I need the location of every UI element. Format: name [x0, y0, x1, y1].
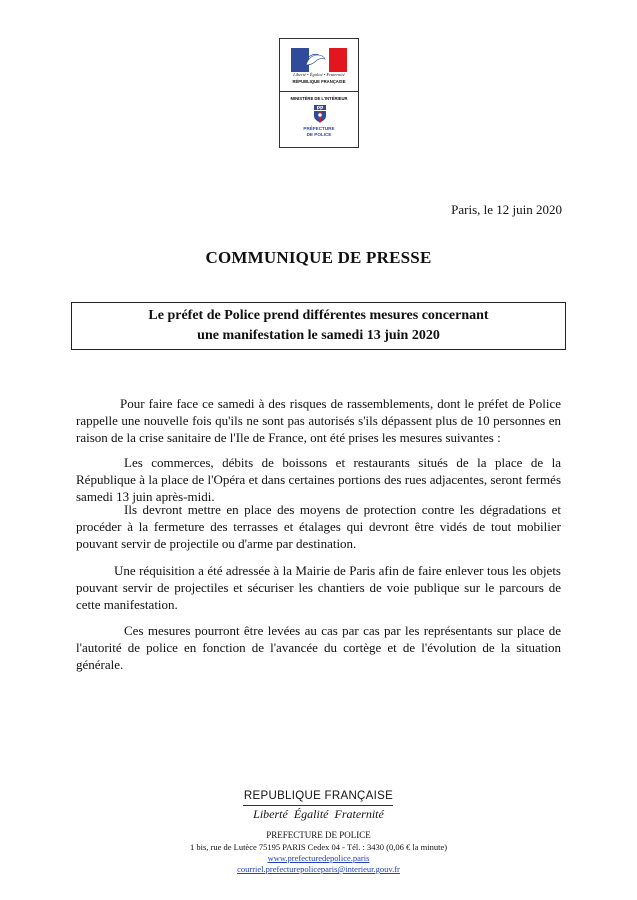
footer-motto: Liberté Égalité Fraternité: [253, 807, 384, 821]
body-paragraph: Ces mesures pourront être levées au cas par cas par les représentants sur place de l'autorité de police en fonction de l'avancée du cortège et de l'évolution de la situation générale.: [76, 623, 561, 672]
marianne-flag-icon: [291, 48, 347, 72]
logo-republique: RÉPUBLIQUE FRANÇAISE: [292, 79, 346, 84]
marianne-profile-icon: [304, 53, 326, 67]
body-paragraph: Ils devront mettre en place des moyens de protection contre les dégradations et procéder à la fermeture des terrasses et étalages qui devront être vidés de tout mobilier pouvant servir de projectile ou d'arme par destination.: [76, 502, 561, 551]
marianne-logo-section: [280, 39, 358, 92]
footer-website-link[interactable]: www.prefecturedepolice.paris: [267, 853, 370, 863]
footer-address: 1 bis, rue de Lutèce 75195 PARIS Cedex 04 - Tél. : 3430 (0,06 € la minute): [189, 842, 448, 852]
document-title: COMMUNIQUE DE PRESSE: [205, 248, 432, 267]
logo-motto: Liberté • Égalité • Fraternité: [293, 72, 345, 77]
footer-republique: REPUBLIQUE FRANÇAISE: [243, 790, 394, 802]
svg-text:PP: PP: [316, 106, 324, 112]
body-paragraph: Pour faire face ce samedi à des risques de rassemblements, dont le préfet de Police rappelle une nouvelle fois qu'ils ne sont pas autorisés s'ils dépassent plus de 10 personnes en raison de la crise sanitaire de l'Ile de France, ont été prises les mesures suivantes :: [76, 396, 561, 445]
headline-box: [71, 302, 566, 350]
headline-line-1: Le préfet de Police prend différentes mesures concernant: [148, 308, 489, 323]
prefecture-logo: [279, 38, 359, 148]
body-paragraph: Une réquisition a été adressée à la Mairie de Paris afin de faire enlever tous les objets pouvant servir de projectiles et sécuriser les chantiers de voie publique sur le parcours de cette manifestation.: [76, 563, 561, 612]
logo-prefecture: [280, 126, 358, 137]
logo-prefecture-line1: PRÉFECTURE: [303, 126, 335, 131]
logo-prefecture-line2: DE POLICE: [306, 131, 332, 137]
headline-line-2: une manifestation le samedi 13 juin 2020: [197, 328, 440, 343]
body-paragraph: Les commerces, débits de boissons et restaurants situés de la place de la République à la place de l'Opéra et dans certaines portions des rues adjacentes, seront fermés samedi 13 juin après-midi.: [76, 455, 561, 504]
footer-email-link[interactable]: courriel.prefecturepoliceparis@interieur.gouv.fr: [237, 864, 400, 874]
footer-prefecture: PREFECTURE DE POLICE: [266, 830, 371, 840]
footer-divider: [243, 805, 393, 806]
police-emblem-icon: [313, 105, 327, 123]
logo-ministere: MINISTÈRE DE L'INTÉRIEUR: [290, 96, 348, 101]
document-date: Paris, le 12 juin 2020: [451, 202, 562, 217]
